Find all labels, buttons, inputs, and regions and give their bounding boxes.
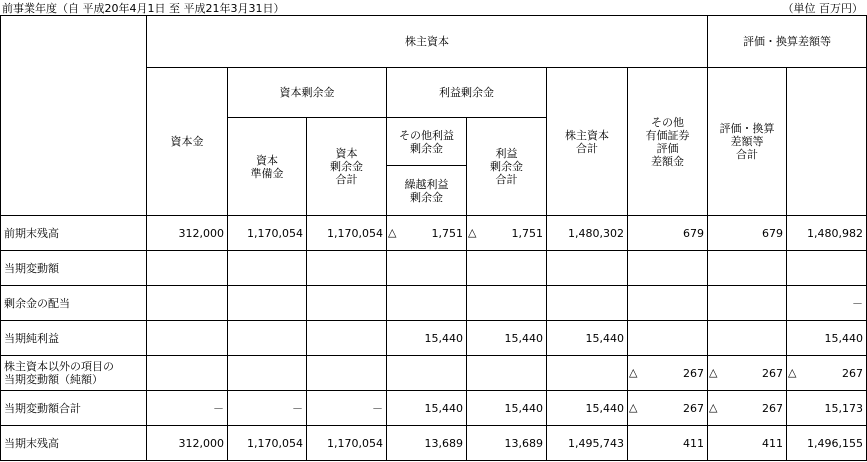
table-row: [1, 216, 867, 251]
table-row: [1, 321, 867, 356]
value-cell: [307, 251, 387, 286]
value-cell: 15,173: [787, 391, 867, 426]
cell-value: 267: [762, 366, 784, 380]
header-capital-reserve: 資本 準備金: [228, 118, 307, 216]
value-cell: [547, 356, 628, 391]
row-label: 当期純利益: [1, 321, 147, 356]
value-cell: [307, 286, 387, 321]
value-cell: [387, 251, 467, 286]
table-body: [1, 216, 867, 461]
value-cell: [708, 356, 787, 391]
value-cell: [628, 391, 708, 426]
value-cell: [228, 356, 307, 391]
period-title: 前事業年度（自 平成20年4月1日 至 平成21年3月31日）: [2, 2, 285, 15]
header-capital-surplus: 資本剰余金: [228, 68, 387, 118]
negative-triangle-icon: △: [629, 366, 638, 379]
header-carried-forward: 繰越利益 剰余金: [387, 166, 467, 216]
negative-triangle-icon: △: [709, 401, 718, 414]
cell-value: 1,751: [511, 226, 543, 240]
value-cell: 1,170,054: [228, 216, 307, 251]
value-cell: 15,440: [787, 321, 867, 356]
cell-value: 1,751: [431, 226, 463, 240]
negative-triangle-icon: △: [468, 226, 477, 239]
cell-value: 267: [683, 401, 705, 415]
table-row: [1, 426, 867, 461]
header-valuation: 評価・換算差額等: [708, 16, 867, 68]
value-cell: [787, 356, 867, 391]
value-cell: [708, 321, 787, 356]
table-row: [1, 286, 867, 321]
row-label: 当期変動額合計: [1, 391, 147, 426]
value-cell: －: [147, 391, 228, 426]
value-cell: 1,496,155: [787, 426, 867, 461]
header-corner-cell: [1, 16, 147, 216]
cell-value: 267: [762, 401, 784, 415]
header-other-retained: その他利益 剰余金: [387, 118, 467, 166]
value-cell: [307, 356, 387, 391]
table-header: [1, 16, 867, 216]
statement-caption: [0, 0, 867, 15]
value-cell: [467, 251, 547, 286]
value-cell: 15,440: [467, 391, 547, 426]
negative-triangle-icon: △: [709, 366, 718, 379]
header-shareholders-equity: 株主資本: [147, 16, 708, 68]
value-cell: [147, 321, 228, 356]
row-label: 当期変動額: [1, 251, 147, 286]
header-valuation-total: 評価・換算 差額等 合計: [708, 68, 787, 216]
negative-triangle-icon: △: [788, 366, 797, 379]
value-cell: 15,440: [387, 321, 467, 356]
value-cell: [708, 391, 787, 426]
value-cell: 15,440: [387, 391, 467, 426]
value-cell: 411: [628, 426, 708, 461]
value-cell: [307, 321, 387, 356]
value-cell: [787, 251, 867, 286]
header-capital-surplus-total: 資本 剰余金 合計: [307, 118, 387, 216]
negative-triangle-icon: △: [629, 401, 638, 414]
header-retained-earnings: 利益剰余金: [387, 68, 547, 118]
value-cell: －: [307, 391, 387, 426]
unit-label: （単位 百万円）: [782, 2, 863, 15]
value-cell: 1,495,743: [547, 426, 628, 461]
value-cell: [628, 286, 708, 321]
value-cell: 13,689: [467, 426, 547, 461]
value-cell: 1,480,982: [787, 216, 867, 251]
value-cell: 312,000: [147, 426, 228, 461]
value-cell: [387, 216, 467, 251]
value-cell: [628, 356, 708, 391]
value-cell: [387, 356, 467, 391]
value-cell: [147, 286, 228, 321]
equity-statement-table: [0, 15, 867, 461]
value-cell: [547, 251, 628, 286]
header-equity-total: 株主資本 合計: [547, 68, 628, 216]
value-cell: [228, 321, 307, 356]
row-label: 当期末残高: [1, 426, 147, 461]
value-cell: 679: [708, 216, 787, 251]
value-cell: [467, 216, 547, 251]
header-securities-diff: その他 有価証券 評価 差額金: [628, 68, 708, 216]
negative-triangle-icon: △: [388, 226, 397, 239]
value-cell: 1,170,054: [228, 426, 307, 461]
value-cell: －: [228, 391, 307, 426]
value-cell: －: [787, 286, 867, 321]
value-cell: [708, 286, 787, 321]
row-label: 前期末残高: [1, 216, 147, 251]
cell-value: 267: [842, 366, 864, 380]
value-cell: [628, 251, 708, 286]
value-cell: [708, 251, 787, 286]
value-cell: 312,000: [147, 216, 228, 251]
value-cell: [628, 321, 708, 356]
value-cell: 679: [628, 216, 708, 251]
value-cell: [467, 356, 547, 391]
value-cell: 411: [708, 426, 787, 461]
table-row: [1, 251, 867, 286]
value-cell: [547, 286, 628, 321]
value-cell: [387, 286, 467, 321]
value-cell: [147, 356, 228, 391]
value-cell: 15,440: [547, 391, 628, 426]
value-cell: 13,689: [387, 426, 467, 461]
value-cell: 1,480,302: [547, 216, 628, 251]
header-retained-total: 利益 剰余金 合計: [467, 118, 547, 216]
cell-value: 267: [683, 366, 705, 380]
header-capital-stock: 資本金: [147, 68, 228, 216]
value-cell: 1,170,054: [307, 216, 387, 251]
value-cell: 15,440: [547, 321, 628, 356]
value-cell: [228, 286, 307, 321]
value-cell: [228, 251, 307, 286]
value-cell: [147, 251, 228, 286]
value-cell: [467, 286, 547, 321]
table-row: [1, 356, 867, 391]
row-label: 剰余金の配当: [1, 286, 147, 321]
table-row: [1, 391, 867, 426]
value-cell: 15,440: [467, 321, 547, 356]
value-cell: 1,170,054: [307, 426, 387, 461]
row-label: 株主資本以外の項目の 当期変動額（純額）: [1, 356, 147, 391]
